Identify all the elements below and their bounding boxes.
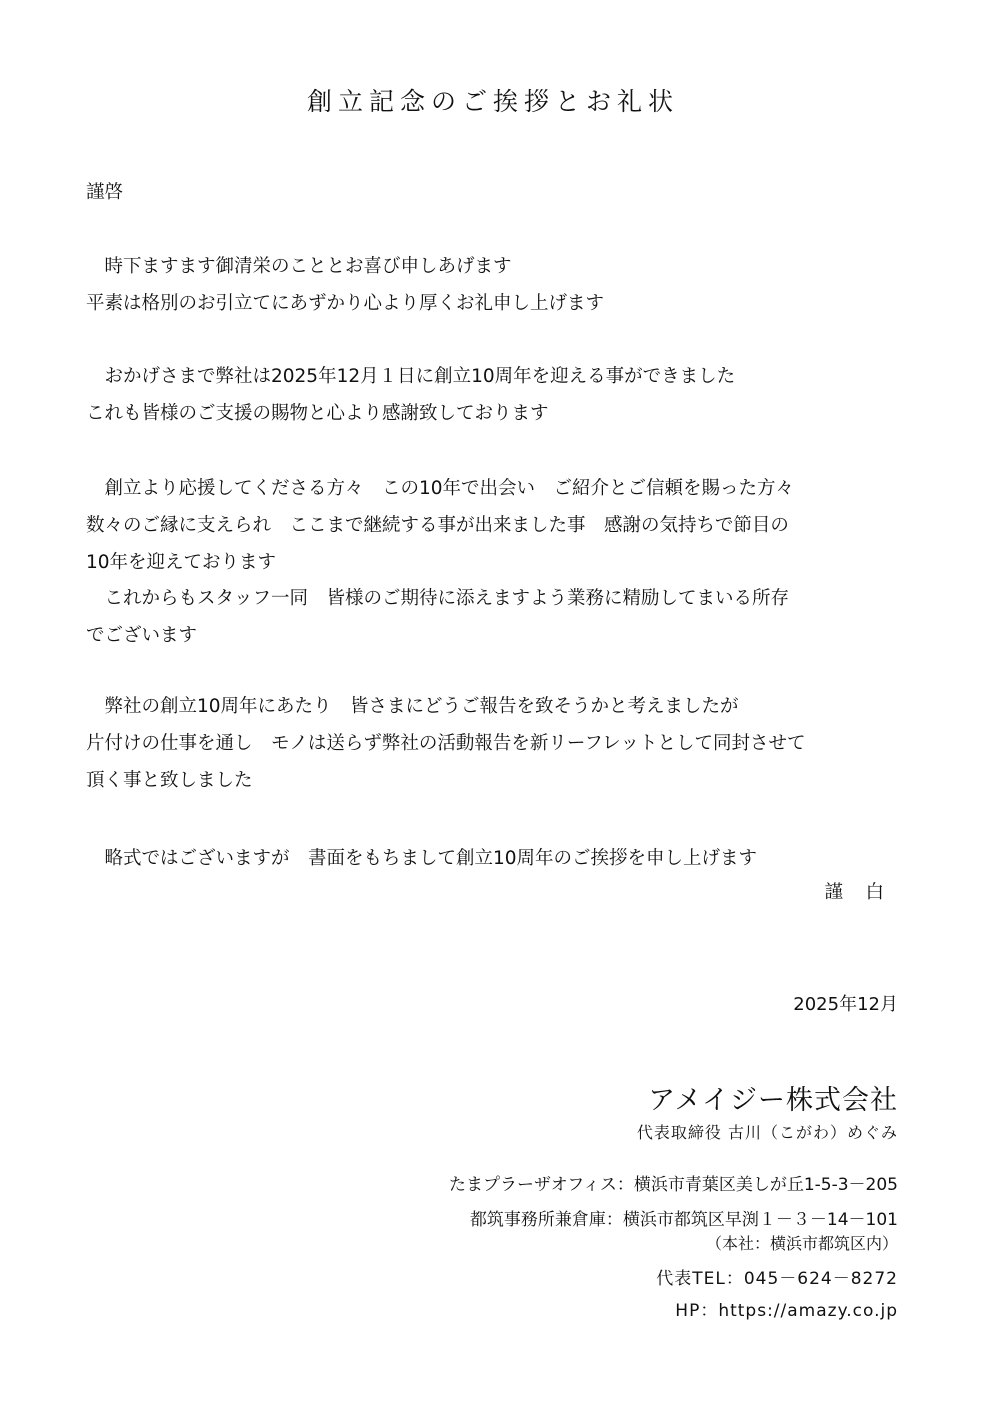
salutation: 謹啓 — [86, 182, 124, 203]
letter-title: 創立記念のご挨拶とお礼状 — [306, 87, 679, 116]
paragraph-line: 数々のご縁に支えられ ここまで継続する事が出来ました事 感謝の気持ちで節目の — [86, 515, 789, 536]
paragraph-line: 片付けの仕事を通し モノは送らず弊社の活動報告を新リーフレットとして同封させて — [86, 733, 806, 754]
letter-date: 2025年12月 — [793, 994, 898, 1015]
paragraph-greeting — [86, 248, 916, 322]
paragraph-line: でございます — [86, 625, 198, 646]
company-name: アメイジー株式会社 — [648, 1085, 898, 1116]
paragraph-report — [86, 688, 916, 799]
paragraph-line: 弊社の創立10周年にあたり 皆さまにどうご報告を致そうかと考えましたが — [86, 696, 739, 717]
paragraph-line: これも皆様のご支援の賜物と心より感謝致しております — [86, 403, 549, 424]
paragraph-line: おかげさまで弊社は2025年12月１日に創立10周年を迎える事ができました — [86, 366, 736, 387]
paragraph-thanks — [86, 470, 916, 581]
paragraph-commitment — [86, 580, 916, 654]
phone-number: 代表TEL：045－624－8272 — [656, 1269, 898, 1289]
paragraph-line: 時下ますます御清栄のこととお喜び申しあげます — [86, 256, 512, 277]
paragraph-line: 平素は格別のお引立てにあずかり心より厚くお礼申し上げます — [86, 293, 605, 314]
paragraph-anniversary — [86, 358, 916, 432]
paragraph-line: 創立より応援してくださる方々 この10年で出会い ご紹介とご信頼を賜った方々 — [86, 478, 795, 499]
paragraph-line: 10年を迎えております — [86, 552, 277, 573]
representative-name: 代表取締役 古川（こがわ）めぐみ — [636, 1123, 898, 1142]
website-url: HP：https://amazy.co.jp — [675, 1301, 898, 1321]
paragraph-closing — [86, 840, 916, 877]
address-headquarters: （本社：横浜市都筑区内） — [705, 1234, 898, 1253]
address-warehouse: 都筑事務所兼倉庫：横浜市都筑区早渕１－３－14－101 — [469, 1210, 898, 1230]
address-office: たまプラーザオフィス：横浜市青葉区美しが丘1-5-3－205 — [449, 1175, 898, 1195]
paragraph-line: 頂く事と致しました — [86, 770, 253, 791]
paragraph-line: これからもスタッフ一同 皆様のご期待に添えますよう業務に精励してまいる所存 — [86, 588, 790, 609]
paragraph-line: 略式ではございますが 書面をもちまして創立10周年のご挨拶を申し上げます — [86, 848, 758, 869]
closing-word: 謹 白 — [824, 882, 886, 903]
